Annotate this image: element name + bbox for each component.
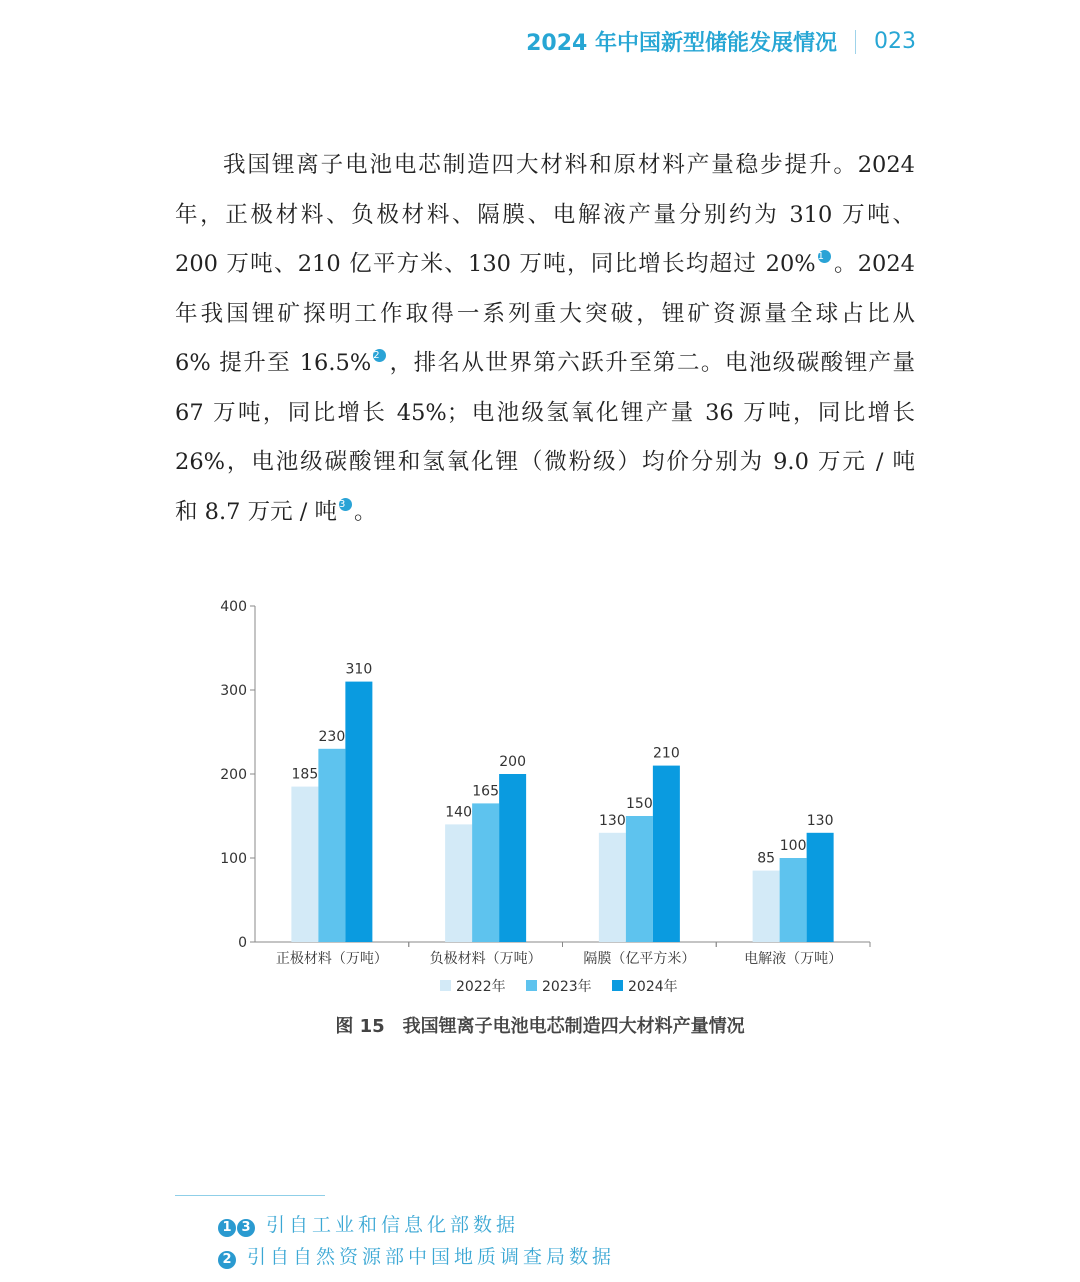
data-label: 85 — [757, 850, 776, 867]
legend-label: 2024年 — [628, 979, 678, 995]
footnote-rule — [175, 1195, 325, 1196]
footnote-marker[interactable]: 1 — [818, 250, 831, 263]
bar — [653, 766, 680, 942]
bar — [472, 803, 499, 942]
data-label: 130 — [599, 812, 626, 829]
bar — [780, 858, 807, 942]
y-tick-label: 400 — [220, 599, 247, 615]
text: ，排名从世界第六跃升至第二。电池级碳酸锂产量 — [388, 350, 915, 376]
bar — [291, 787, 318, 942]
bar — [753, 871, 780, 942]
x-tick-label: 隔膜（亿平方米） — [583, 951, 696, 967]
x-tick-label: 负极材料（万吨） — [429, 951, 542, 967]
x-tick-label: 正极材料（万吨） — [275, 951, 388, 967]
bar — [626, 816, 653, 942]
data-label: 210 — [653, 745, 680, 762]
text: 我国锂离子电池电芯制造四大材料和原材料产量稳步提升。2024 — [223, 152, 915, 178]
data-label: 150 — [626, 796, 653, 812]
bar — [499, 774, 526, 942]
text-line — [175, 342, 915, 392]
bar — [599, 833, 626, 942]
text: 200 万吨、210 亿平方米、130 万吨，同比增长均超过 20% — [175, 251, 816, 277]
data-label: 130 — [806, 812, 834, 829]
data-label: 200 — [499, 754, 526, 770]
footnote-number: 2 — [218, 1251, 236, 1269]
header-title: 2024 年中国新型储能发展情况 — [526, 31, 837, 56]
text: 67 万吨，同比增长 45%；电池级氢氧化锂产量 36 万吨，同比增长 — [175, 399, 915, 426]
footnote-number: 1 — [218, 1219, 236, 1237]
data-label: 310 — [345, 661, 373, 678]
footnote — [218, 1210, 519, 1237]
text-line — [175, 144, 915, 194]
legend-swatch — [440, 980, 451, 991]
text: 。2024 — [832, 251, 915, 277]
y-tick-label: 300 — [220, 683, 247, 699]
y-tick-label: 200 — [220, 767, 247, 783]
text-line — [175, 491, 915, 541]
bar — [345, 682, 372, 942]
figure-caption — [0, 1012, 1080, 1038]
legend-swatch — [612, 980, 623, 991]
legend-swatch — [526, 980, 537, 991]
data-label: 165 — [472, 783, 499, 800]
legend-label: 2023年 — [542, 979, 592, 995]
header-divider — [855, 30, 856, 54]
bar — [318, 749, 345, 942]
footnote — [218, 1242, 615, 1269]
bar — [445, 824, 472, 942]
figure-label: 图 15 — [335, 1016, 385, 1037]
text: 年，正极材料、负极材料、隔膜、电解液产量分别约为 310 万吨、 — [175, 201, 915, 228]
bar — [807, 833, 834, 942]
data-label: 230 — [318, 728, 346, 745]
text: 6% 提升至 16.5% — [175, 350, 372, 376]
legend-label: 2022年 — [456, 979, 506, 995]
text-line — [175, 293, 915, 343]
text: 年我国锂矿探明工作取得一系列重大突破，锂矿资源量全球占比从 — [175, 300, 915, 327]
text-line — [175, 392, 915, 442]
footnote-text: 引自工业和信息化部数据 — [266, 1214, 520, 1236]
data-label: 140 — [445, 804, 472, 821]
text-line — [175, 243, 915, 293]
text-line — [175, 194, 915, 244]
text: 26%，电池级碳酸锂和氢氧化锂（微粉级）均价分别为 9.0 万元 / 吨 — [175, 449, 915, 475]
figure-title: 我国锂离子电池电芯制造四大材料产量情况 — [402, 1016, 745, 1037]
body-paragraph — [175, 144, 915, 540]
text: 。 — [353, 498, 377, 525]
footnote-number: 3 — [237, 1219, 255, 1237]
text-line — [175, 441, 915, 491]
text: 和 8.7 万元 / 吨 — [175, 498, 337, 525]
bar-chart — [0, 580, 1080, 1005]
y-tick-label: 0 — [238, 935, 247, 951]
data-label: 100 — [779, 838, 807, 854]
footnote-marker[interactable]: 2 — [373, 349, 386, 362]
running-header — [526, 26, 916, 57]
footnote-marker[interactable]: 3 — [339, 498, 352, 511]
page-number: 023 — [874, 29, 916, 54]
footnote-text: 引自自然资源部中国地质调查局数据 — [247, 1246, 616, 1268]
y-tick-label: 100 — [220, 851, 247, 867]
data-label: 185 — [291, 766, 319, 783]
x-tick-label: 电解液（万吨） — [744, 951, 843, 967]
